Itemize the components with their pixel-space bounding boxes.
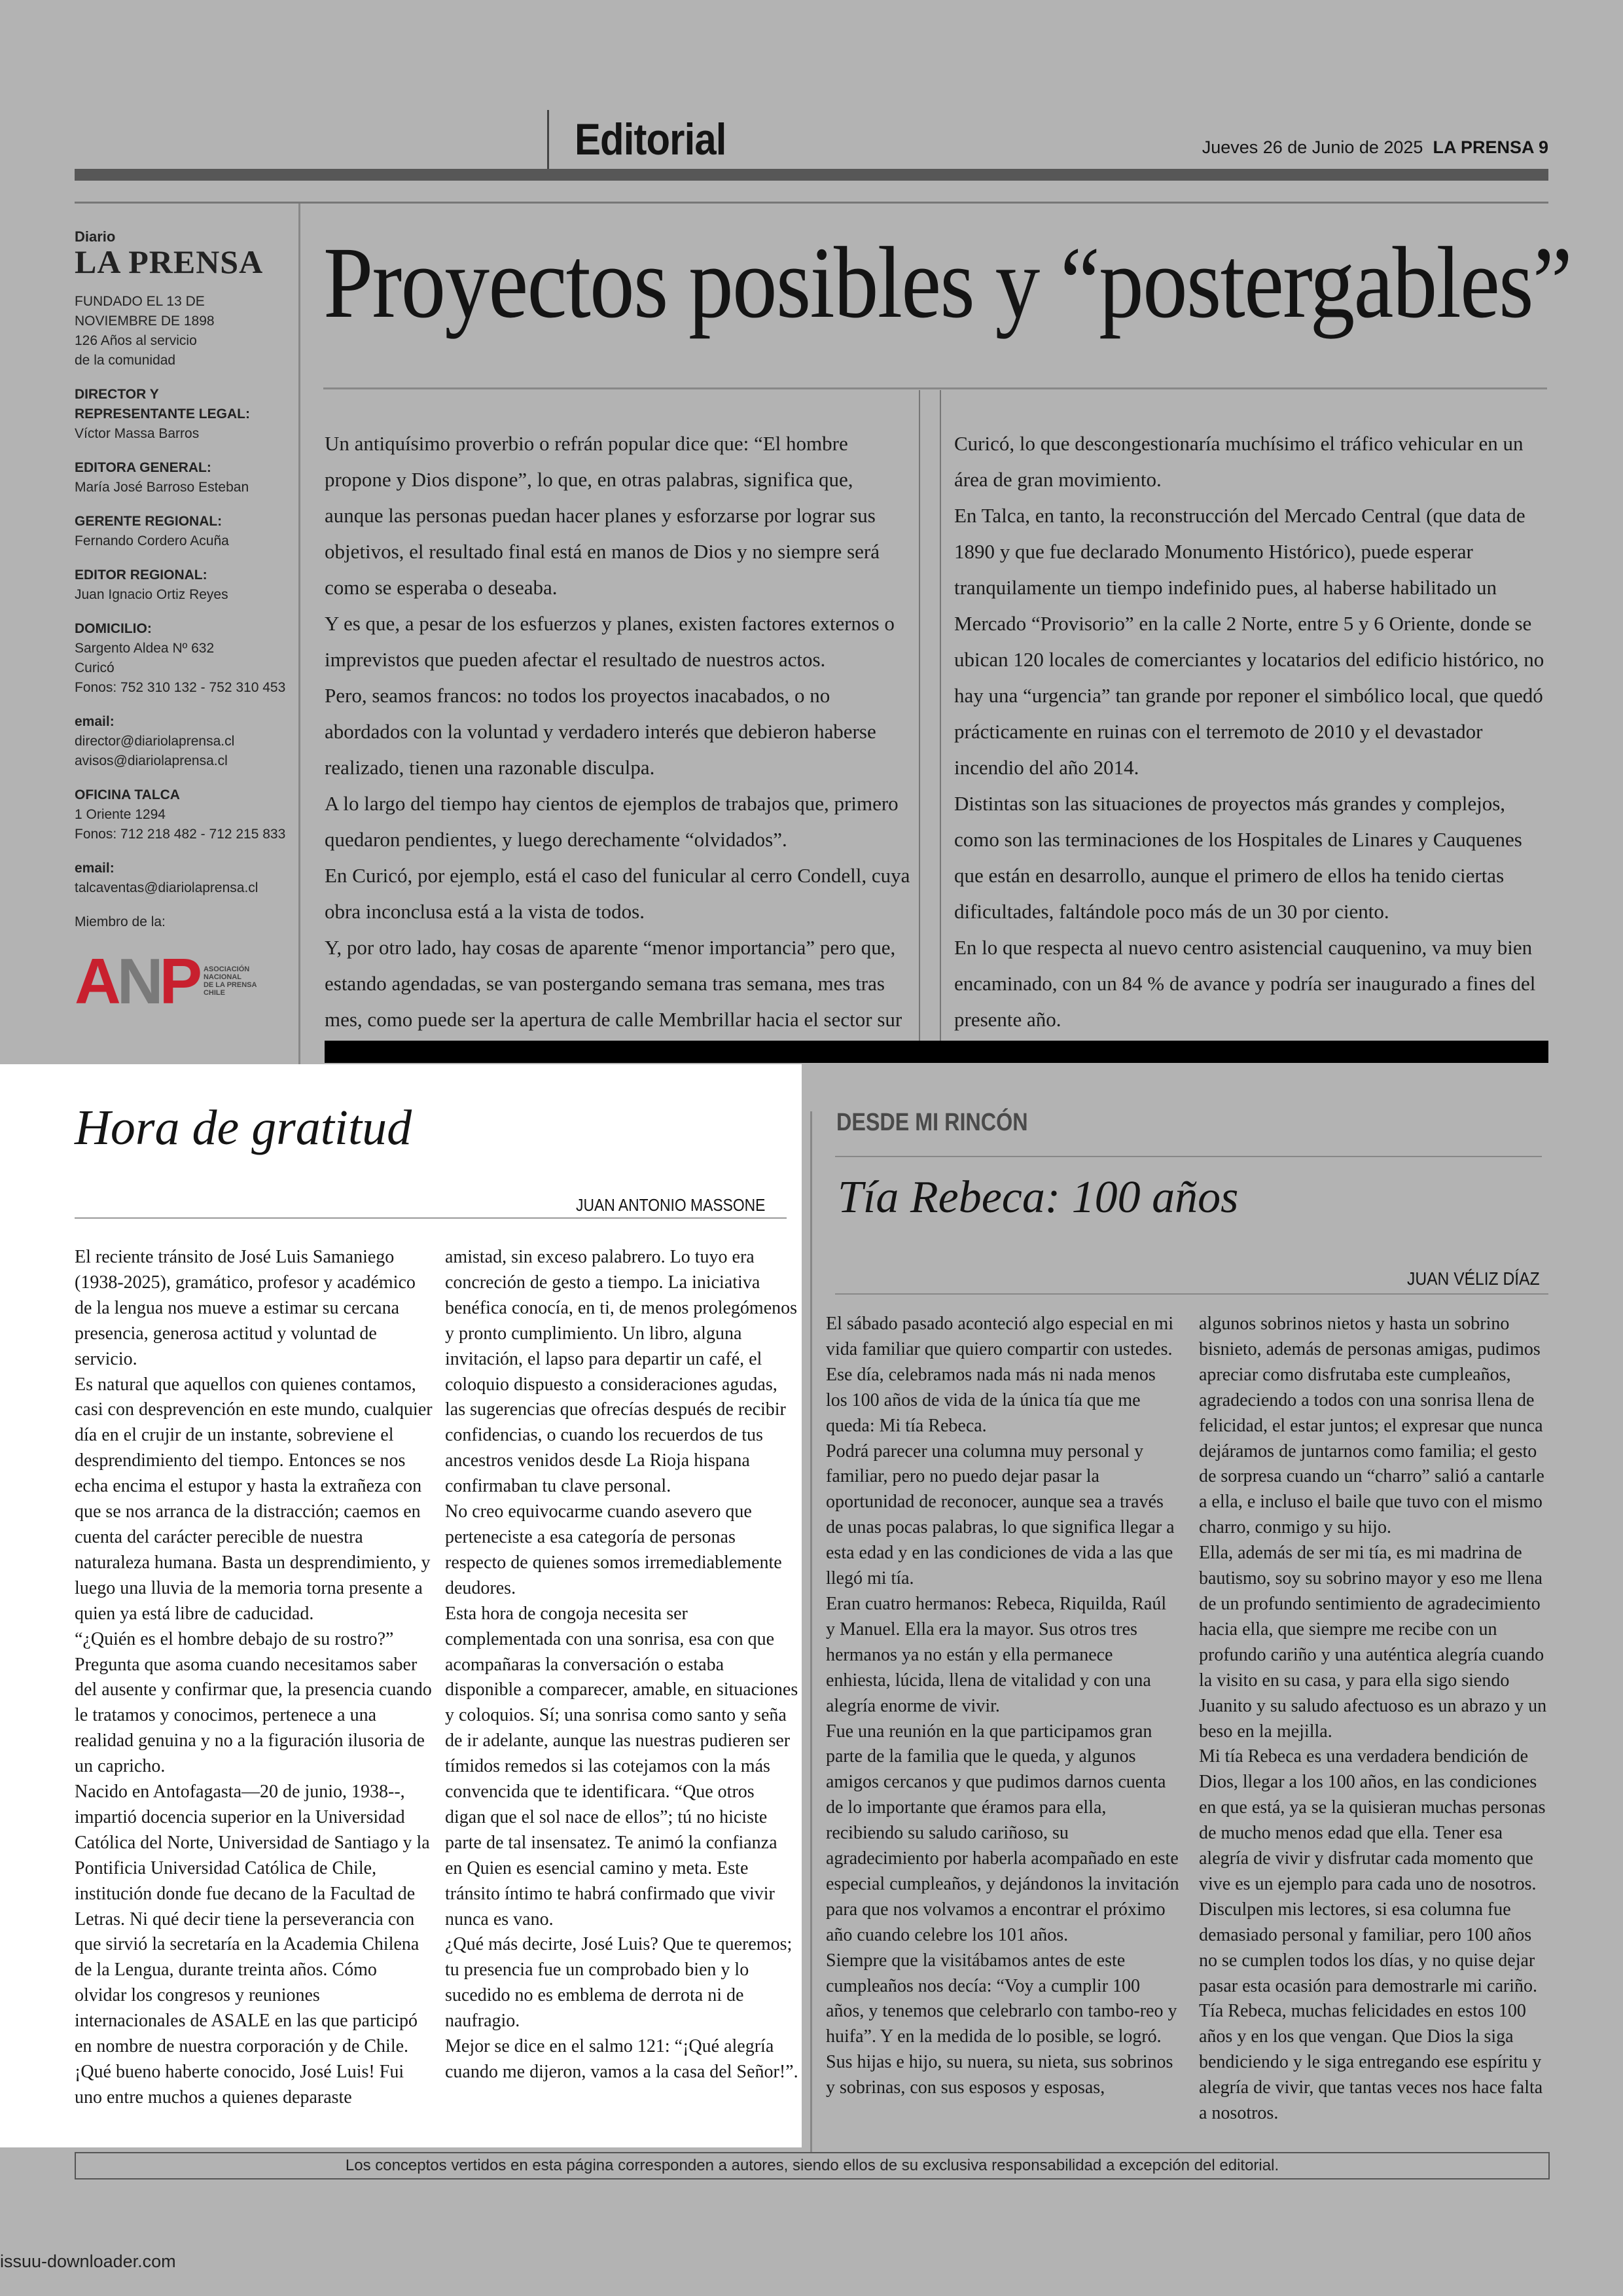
anp-text: [204, 965, 257, 997]
anp-text-line: NACIONAL: [203, 973, 241, 981]
founded-line: 126 Años al servicio: [75, 333, 197, 348]
paragraph: Pero, seamos francos: no todos los proyectos inacabados, o no abordados con la voluntad y verdadero interés que debieron haberse realizado, tienen una razonable disculpa.: [325, 684, 876, 779]
domicilio-line: Sargento Aldea Nº 632: [75, 641, 215, 656]
paragraph: No creo equivocarme cuando asevero que perteneciste a esa categoría de personas respecto de quienes somos irremediablemente deudores.: [445, 1501, 782, 1598]
founded-line: de la comunidad: [75, 353, 176, 368]
anp-text-line: DE LA PRENSA: [203, 981, 257, 989]
oficina-block: [75, 785, 291, 844]
paragraph: Siempre que la visitábamos antes de este cumpleaños nos decía: “Voy a cumplir 100 años, y tenemos que celebrarlo con tambo-reo y huifa”. Y en la medida de lo posible, se logró. Sus hijas e hijo, su nuera, su nieta, sus sobrinos y sobrinas, con sus esposos y esposas,: [826, 1950, 1177, 2098]
editorial-headline: Proyectos posibles y “postergables”: [323, 226, 1571, 339]
anp-letter: N: [116, 945, 160, 1017]
editor-block: [75, 565, 291, 605]
paragraph: En Talca, en tanto, la reconstrucción del Mercado Central (que data de 1890 y que fue declarado Monumento Histórico), puede esperar tranquilamente un tiempo indefinido pues, al haberse habilitado un Mercado “Provisorio” en la calle 2 Norte, entre 5 y 6 Oriente, donde se ubican 120 locales de comerciantes y locatarios del edificio histórico, no hay una “urgencia” tan grande por reponer el simbólico local, que quedó prácticamente en ruinas con el terremoto de 2010 y el devastador incendio del año 2014.: [954, 504, 1544, 779]
editora-name: María José Barroso Esteban: [75, 480, 249, 495]
article-2-rule: [835, 1293, 1548, 1295]
paragraph: Eran cuatro hermanos: Rebeca, Riquilda, Raúl y Manuel. Ella era la mayor. Sus otros tres hermanos ya no están y ella permanece enhiesta, lúcida, llena de vitalidad y con una alegría enorme de vivir.: [826, 1593, 1167, 1716]
editorial-bottom-bar: [325, 1041, 1548, 1063]
anp-text-line: ASOCIACIÓN: [203, 965, 250, 973]
domicilio-line: Fonos: 752 310 132 - 752 310 453: [75, 680, 286, 695]
masthead-divider: [298, 204, 300, 1065]
disclaimer-box: Los conceptos vertidos en esta página corresponden a autores, siendo ellos de su exclusiva responsabilidad a excepción del editorial.: [75, 2152, 1550, 2179]
article-2-column-2: [1199, 1312, 1552, 2126]
oficina-line: 1 Oriente 1294: [75, 807, 166, 822]
column-divider: [919, 390, 920, 1041]
issue-date: Jueves 26 de Junio de 2025: [1202, 137, 1423, 157]
domicilio-line: Curicó: [75, 660, 115, 675]
editor-label: EDITOR REGIONAL:: [75, 567, 207, 583]
masthead: [75, 228, 291, 1017]
paragraph: Distintas son las situaciones de proyectos más grandes y complejos, como son las terminaciones de los Hospitales de Linares y Cauquenes que están en desarrollo, aunque el primero de ellos ha tenido ciertas dificultades, faltándole poco más de un 30 por ciento.: [954, 792, 1522, 923]
paragraph: Y es que, a pesar de los esfuerzos y planes, existen factores externos o imprevistos que pueden afectar el resultado de nuestros actos.: [325, 612, 895, 671]
paragraph: El reciente tránsito de José Luis Samaniego (1938-2025), gramático, profesor y académico de la lengua nos mueve a estimar su cercana presencia, generosa actitud y voluntad de servicio.: [75, 1247, 416, 1369]
article-1-rule: [75, 1217, 787, 1219]
article-divider: [810, 1111, 812, 2153]
header-separator: [547, 110, 549, 175]
email-block: [75, 712, 291, 771]
paragraph: Mi tía Rebeca es una verdadera bendición de Dios, llegar a los 100 años, en las condiciones en que está, ya se la quisieran muchas personas de mucho menos edad que ella. Tener esa alegría de vivir y disfrutar cada momento que vive es un ejemplo para cada uno de nosotros.: [1199, 1746, 1546, 1894]
paragraph: A lo largo del tiempo hay cientos de ejemplos de trabajos que, primero quedaron pendientes, y luego derechamente “olvidados”.: [325, 792, 899, 851]
article-1-author: JUAN ANTONIO MASSONE: [576, 1195, 766, 1215]
paragraph: Podrá parecer una columna muy personal y familiar, pero no puedo dejar pasar la oportunidad de reconocer, aunque sea a través de unas pocas palabras, lo que significa llegar a esta edad y en las condiciones de vida a las que llegó mi tía.: [826, 1441, 1175, 1589]
article-2-column-1: [826, 1312, 1179, 2101]
founded-block: [75, 292, 291, 370]
paragraph: Mejor se dice en el salmo 121: “¡Qué alegría cuando me dijeron, vamos a la casa del Señor!”.: [445, 2036, 798, 2082]
paragraph: Nacido en Antofagasta—20 de junio, 1938--, impartió docencia superior en la Universidad Católica del Norte, Universidad de Santiago y la Pontificia Universidad Católica de Chile, institución donde fue decano de la Facultad de Letras. Ni qué decir tiene la perseverancia con que sirvió la secretaría en la Academia Chilena de la Lengua, durante treinta años. Cómo olvidar los congresos y reuniones internacionales de ASALE en las que participó en nombre de nuestra corporación y de Chile. ¡Qué bueno haberte conocido, José Luis! Fui uno entre muchos a quienes deparaste: [75, 1782, 430, 2108]
paragraph: “¿Quién es el hombre debajo de su rostro?” Pregunta que asoma cuando necesitamos saber del ausente y confirmar que, la presencia cuando le tratamos y conocimos, pertenece a una realidad genuina y no a la figuración ilusoria de un capricho.: [75, 1628, 432, 1777]
masthead-logo: LA PRENSA: [75, 243, 264, 280]
article-1-title: Hora de gratitud: [75, 1100, 412, 1155]
paragraph: El sábado pasado aconteció algo especial en mi vida familiar que quiero compartir con ustedes.: [826, 1314, 1174, 1359]
email-label: email:: [75, 861, 115, 876]
paragraph: algunos sobrinos nietos y hasta un sobrino bisnieto, además de personas amigas, pudimos apreciar como disfrutaba este cumpleaños, agradeciendo a todos con una sonrisa llena de felicidad, el estar juntos; el expresar que nunca dejáramos de juntarnos como familia; el gesto de sorpresa cuando un “charro” salió a cantarle a ella, e incluso el baile que tuvo con el mismo charro, conmigo y su hijo.: [1199, 1314, 1544, 1538]
date-line: [1202, 137, 1548, 158]
paragraph: Y, por otro lado, hay cosas de aparente “menor importancia” pero que, estando agendadas, se van postergando semana tras semana, mes tras mes, como puede ser la apertura de calle Membrillar hacia el sector sur: [325, 936, 902, 1031]
article-2-title: Tía Rebeca: 100 años: [838, 1172, 1239, 1223]
article-2-kicker: DESDE MI RINCÓN: [836, 1109, 1028, 1136]
email-label: email:: [75, 714, 115, 729]
director-name: Víctor Massa Barros: [75, 426, 200, 441]
editorial-column-2: [954, 425, 1551, 1037]
anp-logo: [75, 945, 291, 1017]
email-link[interactable]: director@diariolaprensa.cl: [75, 734, 235, 749]
domicilio-label: DOMICILIO:: [75, 621, 152, 636]
article-2-author: JUAN VÉLIZ DÍAZ: [1407, 1268, 1540, 1289]
gerente-label: GERENTE REGIONAL:: [75, 514, 223, 529]
email2-block: [75, 859, 291, 898]
paragraph: ¿Qué más decirte, José Luis? Que te queremos; tu presencia fue un comprobado bien y lo sucedido no es emblema de derrota ni de naufragio.: [445, 1934, 793, 2032]
watermark-text: issuu-downloader.com: [0, 2251, 176, 2271]
oficina-label: OFICINA TALCA: [75, 787, 180, 802]
paragraph: Esta hora de congoja necesita ser complementada con una sonrisa, esa con que acompañaras la conversación o estaba disponible a comparecer, amable, en situaciones y coloquios. Sí; una sonrisa como santo y seña de ir adelante, aunque las nuestras pudieren ser tímidos remedos si las cotejamos con la más convencida que te identificara. “Que otros digan que el sol nace de ellos”; tú no hiciste parte de tal insensatez. Te animó la confianza en Quien es esencial camino y meta. Este tránsito íntimo te habrá confirmado que vivir nunca es vano.: [445, 1603, 798, 1929]
article-1-column-2: [445, 1245, 798, 2085]
article-2-rule: [835, 1156, 1542, 1157]
anp-text-line: CHILE: [203, 989, 225, 997]
page-number: LA PRENSA 9: [1433, 137, 1548, 157]
paragraph: Un antiquísimo proverbio o refrán popular dice que: “El hombre propone y Dios dispone”, lo que, en otras palabras, significa que, aunque las personas puedan hacer planes y esforzarse por lograr sus objetivos, el resultado final está en manos de Dios y no siempre será como se esperaba o deseaba.: [325, 432, 880, 599]
paragraph: Ese día, celebramos nada más ni nada menos los 100 años de vida de la única tía que me queda: Mi tía Rebeca.: [826, 1364, 1156, 1436]
director-block: [75, 385, 291, 444]
domicilio-block: [75, 619, 291, 698]
gerente-block: [75, 512, 291, 551]
anp-letter: P: [159, 945, 198, 1017]
section-title: Editorial: [575, 115, 726, 164]
paragraph: En lo que respecta al nuevo centro asistencial cauquenino, va muy bien encaminado, con un 84 % de avance y podría ser inaugurado a fines del presente año.: [954, 936, 1536, 1031]
editorial-rule: [323, 387, 1547, 389]
paragraph: Curicó, lo que descongestionaría muchísimo el tráfico vehicular en un área de gran movimiento.: [954, 432, 1524, 491]
paragraph: Ella, además de ser mi tía, es mi madrina de bautismo, soy su sobrino mayor y eso me llena de un profundo sentimiento de agradecimiento hacia ella, que siempre me recibe con un profundo cariño y una auténtica alegría cuando la visito en su casa, y para ella sigo siendo Juanito y su saludo afectuoso es un abrazo y un beso en la mejilla.: [1199, 1543, 1547, 1742]
header-rule: [75, 202, 1548, 204]
anp-letter: A: [75, 945, 117, 1017]
director-label: DIRECTOR Y: [75, 387, 159, 402]
paragraph: Tía Rebeca, muchas felicidades en estos 100 años y en los que vengan. Que Dios la siga bendiciendo y le siga entregando ese espíritu y alegría de vivir, que tantas veces nos hace falta a nosotros.: [1199, 2001, 1543, 2124]
paragraph: Fue una reunión en la que participamos gran parte de la familia que le queda, y algunos amigos cercanos y que pudimos darnos cuenta de lo importante que éramos para ella, recibiendo su saludo cariñoso, su agradecimiento por haberla acompañado en este especial cumpleaños, y dejándonos la invitación para que nos volvamos a encontrar el próximo año cuando celebre los 101 años.: [826, 1721, 1179, 1945]
paragraph: Disculpen mis lectores, si esa columna fue demasiado personal y familiar, pero 100 años no se cumplen todos los días, y no quise dejar pasar esta ocasión para demostrarle mi cariño.: [1199, 1899, 1538, 1996]
anp-letters: [75, 945, 198, 1017]
paragraph: En Curicó, por ejemplo, está el caso del funicular al cerro Condell, cuya obra inconclusa está a la vista de todos.: [325, 864, 910, 923]
editora-label: EDITORA GENERAL:: [75, 460, 211, 475]
email-link[interactable]: avisos@diariolaprensa.cl: [75, 753, 228, 768]
founded-line: NOVIEMBRE DE 1898: [75, 314, 215, 329]
editor-name: Juan Ignacio Ortiz Reyes: [75, 587, 228, 602]
founded-line: FUNDADO EL 13 DE: [75, 294, 205, 309]
gerente-name: Fernando Cordero Acuña: [75, 533, 229, 548]
paragraph: amistad, sin exceso palabrero. Lo tuyo era concreción de gesto a tiempo. La iniciativa benéfica conocía, en ti, de menos prolegómenos y pronto cumplimiento. Un libro, alguna invitación, el lapso para departir un café, el coloquio dispuesto a consideraciones agudas, las sugerencias que ofrecías después de recibir confidencias, o cuando los recuerdos de tus ancestros venidos desde La Rioja hispana confirmaban tu clave personal.: [445, 1247, 798, 1497]
director-label: REPRESENTANTE LEGAL:: [75, 406, 250, 422]
masthead-diario: Diario: [75, 228, 116, 245]
editorial-column-1: [325, 425, 914, 1073]
oficina-line: Fonos: 712 218 482 - 712 215 833: [75, 827, 286, 842]
column-divider: [940, 390, 941, 1041]
header-bar: [75, 169, 1548, 181]
paragraph: Es natural que aquellos con quienes contamos, casi con desprevención en este mundo, cualquier día en el crujir de un instante, sobreviene el desprendimiento del tiempo. Entonces se nos echa encima el estupor y hasta la extrañeza con que se nos arranca de la distracción; caemos en cuenta del carácter perecible de nuestra naturaleza humana. Basta un desprendimiento, y luego una lluvia de la memoria torna presente a quien ya está libre de caducidad.: [75, 1374, 433, 1624]
article-1-column-1: [75, 1245, 433, 2111]
member-label: Miembro de la:: [75, 914, 166, 929]
editora-block: [75, 458, 291, 497]
email-link[interactable]: talcaventas@diariolaprensa.cl: [75, 880, 259, 895]
